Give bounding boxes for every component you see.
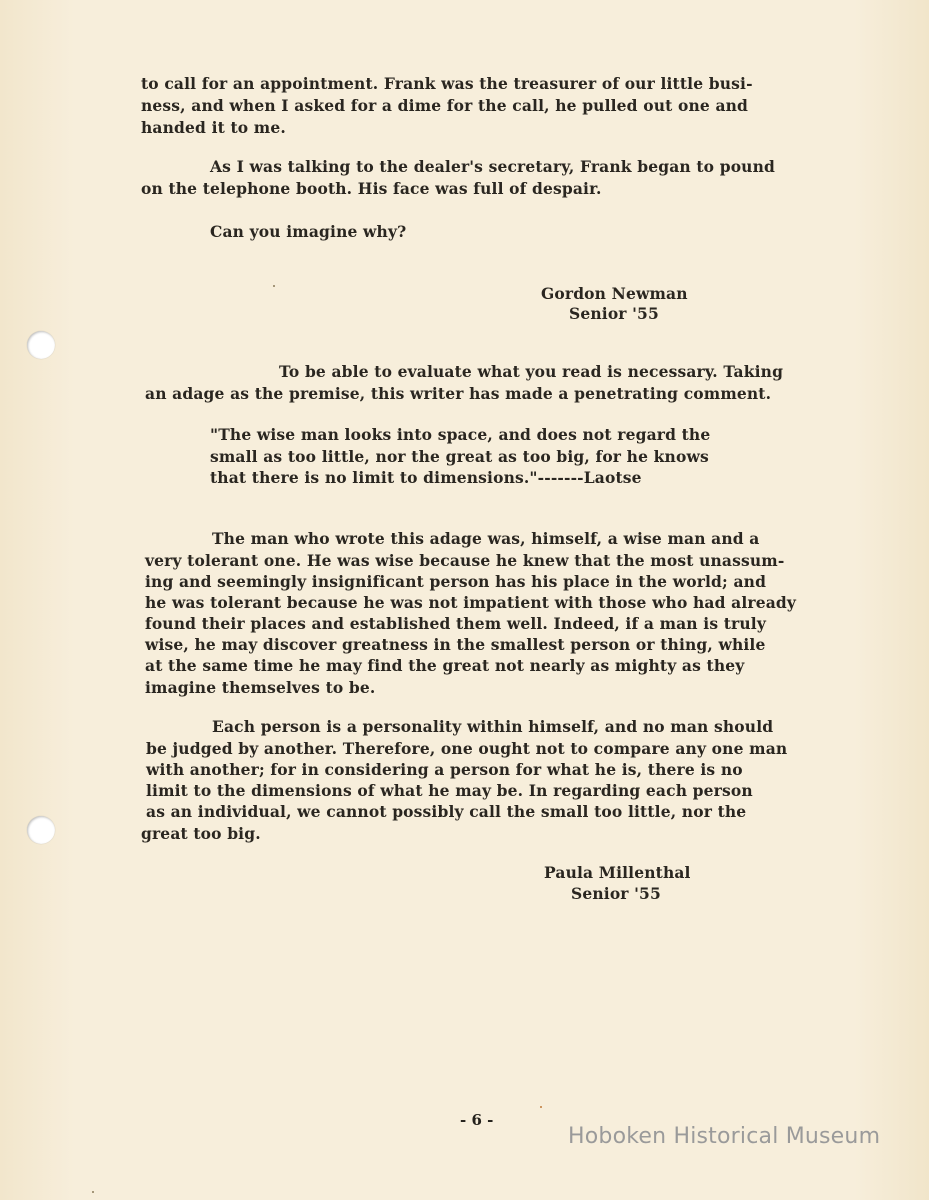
body2-line: limit to the dimensions of what he may be. In regarding each person	[146, 781, 753, 800]
body1-line: imagine themselves to be.	[145, 678, 376, 697]
body2-line: Each person is a personality within himself, and no man should	[212, 717, 774, 736]
paper-speck	[92, 1191, 94, 1193]
body1-line: very tolerant one. He was wise because he knew that the most unassum-	[145, 551, 785, 570]
binder-hole-bottom	[27, 816, 55, 844]
body2-line: with another; for in considering a person for what he is, there is no	[146, 760, 743, 779]
body1-line: ing and seemingly insignificant person has his place in the world; and	[145, 572, 767, 591]
quote-line: that there is no limit to dimensions."-------Laotse	[210, 468, 642, 487]
body1-line: wise, he may discover greatness in the smallest person or thing, while	[145, 635, 766, 654]
intro-line: To be able to evaluate what you read is necessary. Taking	[279, 362, 784, 381]
signature1-name: Gordon Newman	[541, 284, 688, 303]
quote-line: small as too little, nor the great as too big, for he knows	[210, 447, 709, 466]
para3-line: Can you imagine why?	[210, 222, 407, 241]
paper-speck	[540, 1106, 542, 1108]
signature2-class: Senior '55	[571, 884, 661, 903]
para1-line: ness, and when I asked for a dime for the call, he pulled out one and	[141, 96, 749, 115]
body1-line: found their places and established them well. Indeed, if a man is truly	[145, 614, 766, 633]
binder-hole-top	[27, 331, 55, 359]
para1-line: to call for an appointment. Frank was the treasurer of our little busi-	[141, 74, 753, 93]
quote-line: "The wise man looks into space, and does not regard the	[210, 425, 711, 444]
para2-line: As I was talking to the dealer's secretary, Frank began to pound	[210, 157, 776, 176]
signature2-name: Paula Millenthal	[544, 863, 691, 882]
paper-speck	[273, 285, 275, 287]
body2-line: as an individual, we cannot possibly call the small too little, nor the	[146, 802, 747, 821]
body1-line: he was tolerant because he was not impatient with those who had already	[145, 593, 797, 612]
body1-line: at the same time he may find the great not nearly as mighty as they	[145, 656, 745, 675]
intro-line: an adage as the premise, this writer has made a penetrating comment.	[145, 384, 772, 403]
para2-line: on the telephone booth. His face was full of despair.	[141, 179, 602, 198]
body1-line: The man who wrote this adage was, himself, a wise man and a	[212, 529, 760, 548]
para1-line: handed it to me.	[141, 118, 286, 137]
body2-line: be judged by another. Therefore, one ought not to compare any one man	[146, 739, 788, 758]
page-number: - 6 -	[460, 1111, 494, 1129]
body2-line: great too big.	[141, 824, 261, 843]
watermark: Hoboken Historical Museum	[568, 1124, 881, 1149]
signature1-class: Senior '55	[569, 304, 659, 323]
